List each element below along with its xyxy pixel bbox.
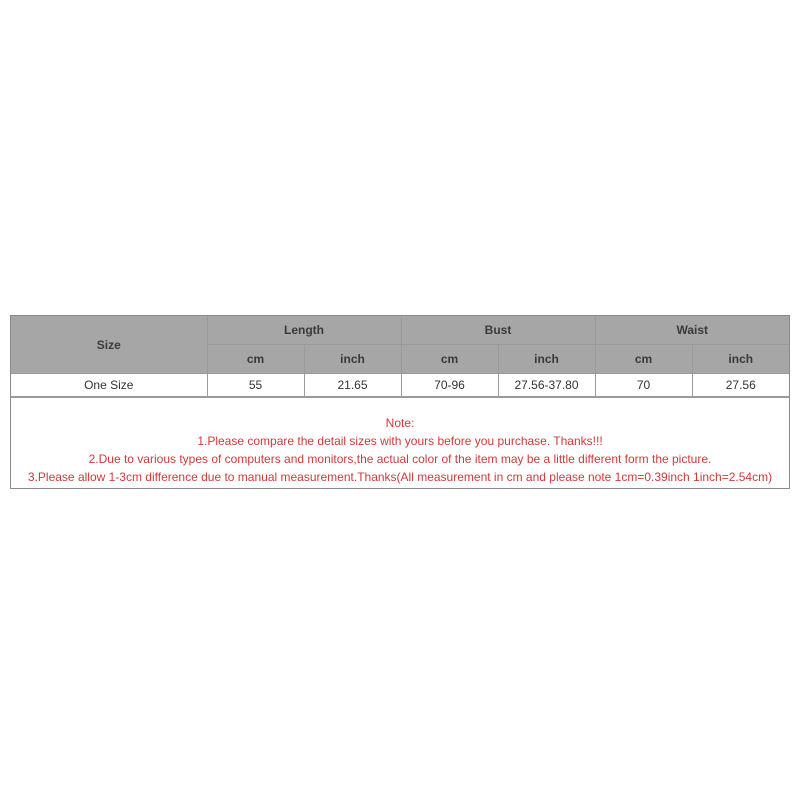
waist-inch-header: inch: [692, 345, 789, 374]
size-chart: [10, 315, 790, 489]
bust-cm-header: cm: [401, 345, 498, 374]
notes-section: [11, 397, 789, 488]
waist-cm-cell: 70: [595, 374, 692, 397]
waist-inch-cell: 27.56: [692, 374, 789, 397]
bust-inch-header: inch: [498, 345, 595, 374]
note-line-3: 3.Please allow 1-3cm difference due to manual measurement.Thanks(All measurement in cm and please note 1cm=0.39inch 1inch=2.54cm): [27, 470, 773, 484]
length-inch-header: inch: [304, 345, 401, 374]
length-column-header: Length: [207, 316, 401, 345]
note-line-1: 1.Please compare the detail sizes with yours before you purchase. Thanks!!!: [197, 434, 603, 448]
bust-cm-cell: 70-96: [401, 374, 498, 397]
bust-inch-cell: 27.56-37.80: [498, 374, 595, 397]
size-column-header: Size: [11, 316, 207, 374]
size-cell: One Size: [11, 374, 207, 397]
bust-column-header: Bust: [401, 316, 595, 345]
note-title: Note:: [385, 416, 415, 430]
length-cm-header: cm: [207, 345, 304, 374]
waist-cm-header: cm: [595, 345, 692, 374]
length-inch-cell: 21.65: [304, 374, 401, 397]
waist-column-header: Waist: [595, 316, 789, 345]
table-header-row: [11, 316, 789, 345]
length-cm-cell: 55: [207, 374, 304, 397]
size-table: [11, 316, 789, 397]
table-row: [11, 374, 789, 397]
note-line-2: 2.Due to various types of computers and monitors,the actual color of the item may be a little different form the picture.: [88, 452, 712, 466]
